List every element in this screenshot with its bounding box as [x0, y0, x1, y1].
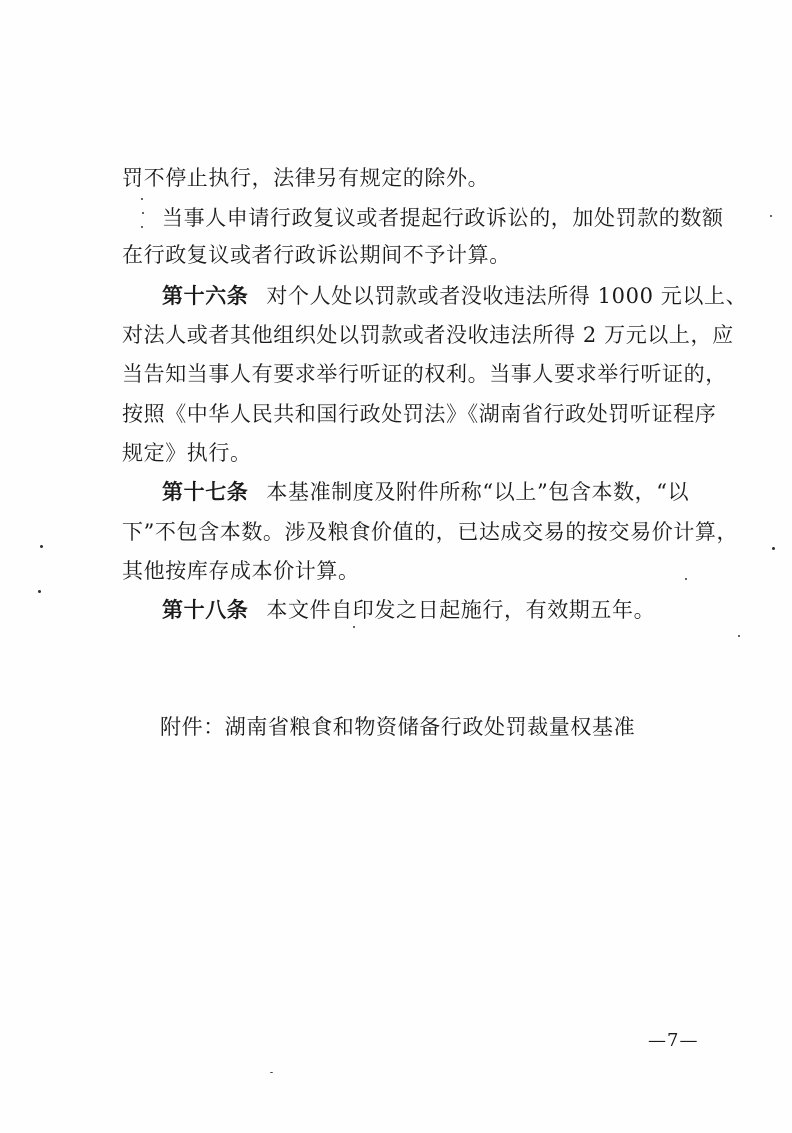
scan-speck	[685, 578, 687, 580]
article-heading: 第十六条	[162, 284, 249, 308]
scan-speck	[770, 215, 772, 217]
text-line: 在行政复议或者行政诉讼期间不予计算。	[122, 243, 511, 267]
scan-speck	[40, 545, 43, 548]
text-line: 当事人申请行政复议或者提起行政诉讼的，加处罚款的数额	[162, 206, 724, 230]
scan-speck	[141, 226, 143, 228]
text-line: 对法人或者其他组织处以罚款或者没收违法所得 2 万元以上，应	[122, 323, 734, 347]
text-line: 其他按库存成本价计算。	[122, 559, 360, 583]
scan-speck	[141, 198, 143, 200]
text-line: 罚不停止执行，法律另有规定的除外。	[122, 166, 490, 190]
scan-speck	[738, 635, 740, 637]
scan-speck	[353, 626, 355, 628]
scan-speck	[772, 547, 775, 550]
attachment-line: 附件：湖南省粮食和物资储备行政处罚裁量权基准	[160, 715, 636, 739]
text-line: 下”不包含本数。涉及粮食价值的，已达成交易的按交易价计算，	[122, 520, 739, 544]
article-16-first-line	[162, 286, 747, 307]
article-18-line	[162, 600, 655, 621]
article-heading: 第十七条	[162, 480, 249, 504]
scan-speck	[270, 1072, 273, 1073]
scan-speck	[142, 212, 144, 214]
text-span: 本文件自印发之日起施行，有效期五年。	[266, 598, 656, 622]
text-line: 当告知当事人有要求举行听证的权利。当事人要求举行听证的，	[122, 362, 727, 386]
text-line: 按照《中华人民共和国行政处罚法》《湖南省行政处罚听证程序	[122, 402, 717, 426]
text-line: 规定》执行。	[122, 441, 252, 465]
page-number: —7—	[648, 1030, 699, 1051]
article-heading: 第十八条	[162, 598, 249, 622]
scan-speck	[38, 590, 41, 593]
article-17-first-line	[162, 482, 689, 503]
text-span: 本基准制度及附件所称“以上”包含本数，“以	[266, 480, 690, 504]
text-span: 对个人处以罚款或者没收违法所得 1000 元以上、	[266, 284, 748, 308]
